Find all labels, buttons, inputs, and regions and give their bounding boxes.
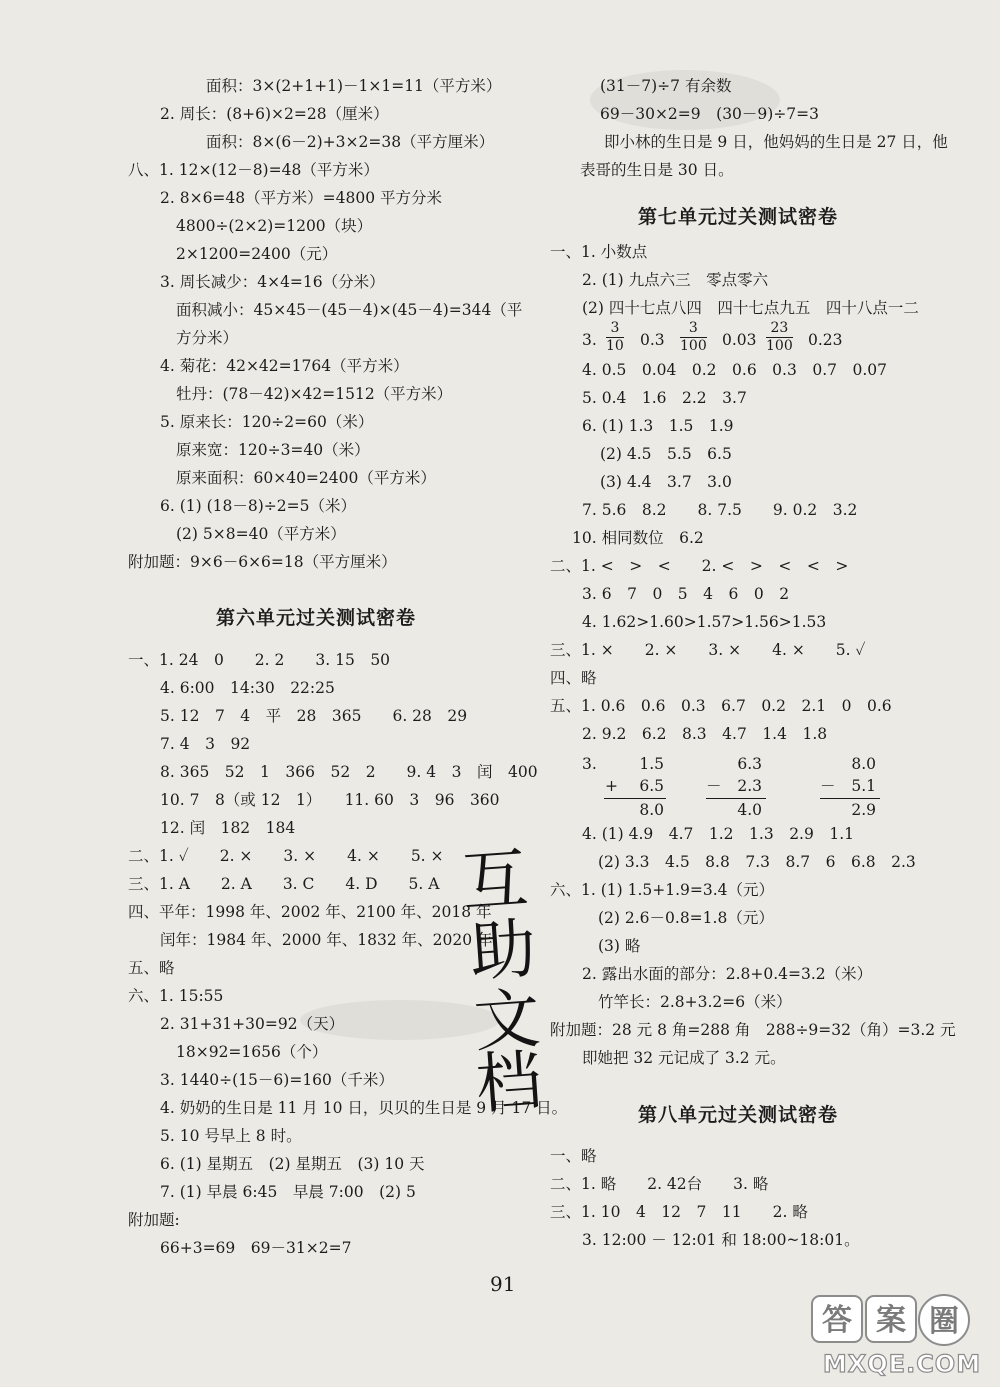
answer-line: 5. 10 号早上 8 时。	[160, 1127, 302, 1145]
answer-line: 7. (1) 早晨 6:45 早晨 7:00 (2) 5	[160, 1183, 416, 1201]
answer-line: 六、1. 15:55	[128, 987, 224, 1005]
fraction	[680, 321, 707, 354]
fraction	[606, 321, 624, 354]
handwritten-char: 档	[473, 1041, 545, 1124]
answer-line: 二、1. 略 2. 42台 3. 略	[550, 1175, 769, 1193]
answer-line: 原来宽：120÷3=40（米）	[176, 441, 370, 459]
answer-line: 附加题：28 元 8 角=288 角 288÷9=32（角）=3.2 元	[550, 1021, 956, 1039]
watermark-logo	[808, 1290, 996, 1382]
answer-line: 6. (1) (18－8)÷2=5（米）	[160, 497, 356, 515]
answer-line: 7. 4 3 92	[160, 735, 251, 753]
answer-line: 5. 12 7 4 平 28 365 6. 28 29	[160, 707, 468, 725]
answer-line: 方分米）	[176, 329, 239, 347]
answer-line: 附加题：9×6－6×6=18（平方厘米）	[128, 553, 397, 571]
answer-line: 7. 5.6 8.2 8. 7.5 9. 0.2 3.2	[582, 501, 858, 519]
svg-text:圈: 圈	[929, 1304, 959, 1339]
svg-text:MXQE.COM: MXQE.COM	[822, 1350, 982, 1378]
answer-line: 10. 7 8（或 12 1） 11. 60 3 96 360	[160, 791, 500, 809]
answer-line: 原来面积：60×40=2400（平方米）	[176, 469, 436, 487]
answer-line: 三、1. A 2. A 3. C 4. D 5. A	[128, 875, 440, 893]
answer-line: (2) 4.5 5.5 6.5	[600, 445, 732, 463]
handwritten-char: 互	[459, 839, 531, 922]
handwritten-char: 文	[471, 979, 543, 1062]
fraction	[766, 321, 793, 354]
answer-line: 一、1. 小数点	[550, 243, 648, 261]
answer-line: 一、1. 24 0 2. 2 3. 15 50	[128, 651, 391, 669]
answer-value: 0.23	[808, 331, 843, 349]
answer-line: 闰年：1984 年、2000 年、1832 年、2020 年	[160, 931, 493, 949]
answer-line: 即小林的生日是 9 日，他妈妈的生日是 27 日，他	[604, 133, 948, 151]
answer-line: 66+3=69 69－31×2=7	[160, 1239, 352, 1257]
answer-line: 10. 相同数位 6.2	[572, 529, 704, 547]
calc-operator: +	[605, 777, 618, 795]
answer-line: 3. 12:00 － 12:01 和 18:00~18:01。	[582, 1231, 860, 1249]
answer-line: 六、1. (1) 1.5+1.9=3.4（元）	[550, 881, 775, 899]
handwritten-char: 助	[467, 909, 539, 992]
answer-line: 竹竿长：2.8+3.2=6（米）	[598, 993, 792, 1011]
calc-bottom: 6.5	[639, 777, 664, 795]
calc-top: 1.5	[639, 755, 664, 773]
answer-line: 一、略	[550, 1147, 597, 1165]
answer-line: 2. 9.2 6.2 8.3 4.7 1.4 1.8	[582, 725, 828, 743]
calc-result: 4.0	[737, 801, 762, 819]
answer-line: 三、1. 10 4 12 7 11 2. 略	[550, 1203, 808, 1221]
answer-line: 4. 奶奶的生日是 11 月 10 日，贝贝的生日是 9 月 17 日。	[160, 1099, 568, 1117]
answer-line: 4800÷(2×2)=1200（块）	[176, 217, 373, 235]
answer-line: 表哥的生日是 30 日。	[580, 161, 734, 179]
section-title: 第八单元过关测试密卷	[638, 1104, 839, 1126]
calc-rule	[820, 798, 880, 799]
answer-line: (3) 4.4 3.7 3.0	[600, 473, 732, 491]
fraction-numerator: 23	[770, 320, 789, 336]
answer-line: 2×1200=2400（元）	[176, 245, 338, 263]
answer-line: 3. 周长减少：4×4=16（分米）	[160, 273, 385, 291]
answer-line: (2) 5×8=40（平方米）	[176, 525, 346, 543]
watermark-graphic	[808, 1290, 996, 1382]
answer-value: 0.03	[722, 331, 757, 349]
calc-top: 6.3	[737, 755, 762, 773]
answer-line: 2. (1) 九点六三 零点零六	[582, 271, 769, 289]
answer-line: 五、略	[128, 959, 175, 977]
page-number: 91	[490, 1272, 516, 1296]
answer-value: 0.3	[640, 331, 665, 349]
answer-line: 3. 6 7 0 5 4 6 0 2	[582, 585, 790, 603]
answer-line: 面积：8×(6－2)+3×2=38（平方厘米）	[206, 133, 495, 151]
answer-line: 2. 31+31+30=92（天）	[160, 1015, 345, 1033]
answer-line: 二、1. < > < 2. < > < < >	[550, 557, 849, 575]
svg-text:案: 案	[876, 1303, 906, 1338]
calc-rule	[706, 798, 766, 799]
answer-line: 五、1. 0.6 0.6 0.3 6.7 0.2 2.1 0 0.6	[550, 697, 892, 715]
answer-line: (31－7)÷7 有余数	[600, 77, 732, 95]
section-title: 第六单元过关测试密卷	[216, 607, 417, 629]
fraction-numerator: 3	[688, 320, 698, 336]
answer-line: (2) 2.6－0.8=1.8（元）	[598, 909, 774, 927]
answer-line: 四、略	[550, 669, 597, 687]
answer-line: 5. 0.4 1.6 2.2 3.7	[582, 389, 747, 407]
answer-line: 二、1. ✓ 2. × 3. × 4. × 5. ×	[128, 847, 444, 865]
calc-bottom: 5.1	[851, 777, 876, 795]
fraction-denominator: 100	[766, 338, 793, 354]
answer-line: 即她把 32 元记成了 3.2 元。	[582, 1049, 786, 1067]
answer-line: 3.	[582, 755, 597, 773]
answer-line: 18×92=1656（个）	[176, 1043, 328, 1061]
answer-line: 5. 原来长：120÷2=60（米）	[160, 413, 374, 431]
fraction-numerator: 3	[610, 320, 620, 336]
answer-line: 面积：3×(2+1+1)－1×1=11（平方米）	[206, 77, 502, 95]
answer-line: 12. 闰 182 184	[160, 819, 296, 837]
answer-line: 3. 1440÷(15－6)=160（千米）	[160, 1071, 394, 1089]
answer-line: 八、1. 12×(12－8)=48（平方米）	[128, 161, 379, 179]
answer-line: 6. (1) 1.3 1.5 1.9	[582, 417, 734, 435]
calc-operator: －	[706, 777, 722, 795]
answer-line: 牡丹：(78－42)×42=1512（平方米）	[176, 385, 453, 403]
calc-result: 8.0	[639, 801, 664, 819]
answer-line: (2) 3.3 4.5 8.8 7.3 8.7 6 6.8 2.3	[598, 853, 916, 871]
fraction-denominator: 10	[606, 338, 624, 354]
answer-line: 4. 菊花：42×42=1764（平方米）	[160, 357, 409, 375]
answer-line: (3) 略	[598, 937, 641, 955]
answer-line: 4. (1) 4.9 4.7 1.2 1.3 2.9 1.1	[582, 825, 854, 843]
answer-line: 8. 365 52 1 366 52 2 9. 4 3 闰 400	[160, 763, 538, 781]
answer-line: 4. 6:00 14:30 22:25	[160, 679, 335, 697]
answer-line: 3.	[582, 331, 597, 349]
answer-line: 2. 周长：(8+6)×2=28（厘米）	[160, 105, 389, 123]
answer-line: 2. 8×6=48（平方米）=4800 平方分米	[160, 189, 442, 207]
answer-line: 4. 0.5 0.04 0.2 0.6 0.3 0.7 0.07	[582, 361, 887, 379]
svg-text:答: 答	[822, 1303, 852, 1338]
answer-line: 四、平年：1998 年、2002 年、2100 年、2018 年	[128, 903, 492, 921]
calc-operator: －	[820, 777, 836, 795]
answer-line: 2. 露出水面的部分：2.8+0.4=3.2（米）	[582, 965, 873, 983]
answer-line: 三、1. × 2. × 3. × 4. × 5. ✓	[550, 641, 866, 659]
fraction-denominator: 100	[680, 338, 707, 354]
calc-result: 2.9	[851, 801, 876, 819]
calc-top: 8.0	[851, 755, 876, 773]
calc-rule	[604, 798, 666, 799]
answer-line: 6. (1) 星期五 (2) 星期五 (3) 10 天	[160, 1155, 425, 1173]
answer-line: (2) 四十七点八四 四十七点九五 四十八点一二	[582, 299, 919, 317]
calc-bottom: 2.3	[737, 777, 762, 795]
answer-line: 4. 1.62>1.60>1.57>1.56>1.53	[582, 613, 827, 631]
answer-line: 面积减小：45×45－(45－4)×(45－4)=344（平	[176, 301, 523, 319]
section-title: 第七单元过关测试密卷	[638, 206, 839, 228]
answer-line: 附加题:	[128, 1211, 180, 1229]
answer-line: 69－30×2=9 (30－9)÷7=3	[600, 105, 820, 123]
